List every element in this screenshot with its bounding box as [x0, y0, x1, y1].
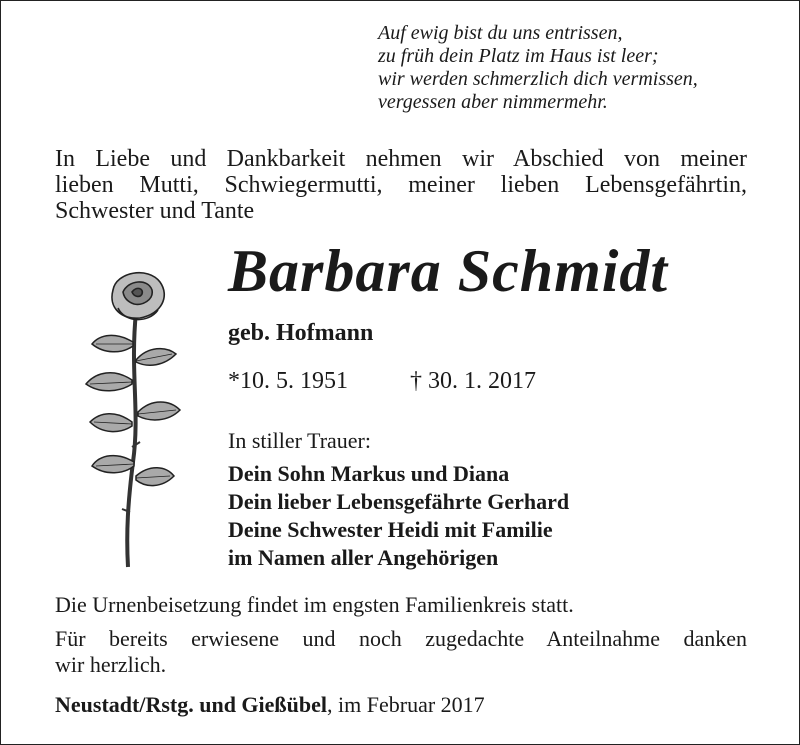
mourner-line: Deine Schwester Heidi mit Familie: [228, 517, 553, 542]
maiden-name: geb. Hofmann: [228, 320, 374, 346]
intro-text: [55, 146, 747, 224]
poem-line: Auf ewig bist du uns entrissen,: [378, 22, 623, 44]
closing-place: Neustadt/Rstg. und Gießübel: [55, 692, 328, 717]
intro-line: lieben Mutti, Schwiegermutti, meiner lieben Lebensgefährtin,: [55, 172, 747, 198]
mourning-label: In stiller Trauer:: [228, 428, 371, 453]
closing-line: [55, 692, 485, 718]
thanks-line: wir herzlich.: [55, 652, 167, 677]
mourner-line: Dein lieber Lebensgefährte Gerhard: [228, 489, 570, 514]
poem-line: wir werden schmerzlich dich vermissen,: [378, 68, 698, 90]
birth-date: *10. 5. 1951: [228, 368, 348, 394]
closing-date: , im Februar 2017: [327, 692, 485, 717]
thanks-line: Für bereits erwiesene und noch zugedachte Anteilnahme danken: [55, 626, 747, 651]
deceased-name: Barbara Schmidt: [228, 238, 669, 304]
burial-note: Die Urnenbeisetzung findet im engsten Familienkreis statt.: [55, 592, 574, 617]
life-dates: [228, 368, 536, 395]
intro-line: In Liebe und Dankbarkeit nehmen wir Abschied von meiner: [55, 146, 747, 172]
mourner-line: im Namen aller Angehörigen: [228, 545, 499, 570]
mourner-line: Dein Sohn Markus und Diana: [228, 461, 510, 486]
memorial-poem: [378, 22, 778, 114]
poem-line: zu früh dein Platz im Haus ist leer;: [378, 45, 659, 67]
thanks-text: [55, 626, 747, 678]
mourners-list: [228, 460, 569, 572]
death-date: † 30. 1. 2017: [410, 368, 536, 394]
poem-line: vergessen aber nimmermehr.: [378, 91, 608, 113]
rose-icon: [78, 262, 188, 572]
intro-line: Schwester und Tante: [55, 198, 255, 224]
